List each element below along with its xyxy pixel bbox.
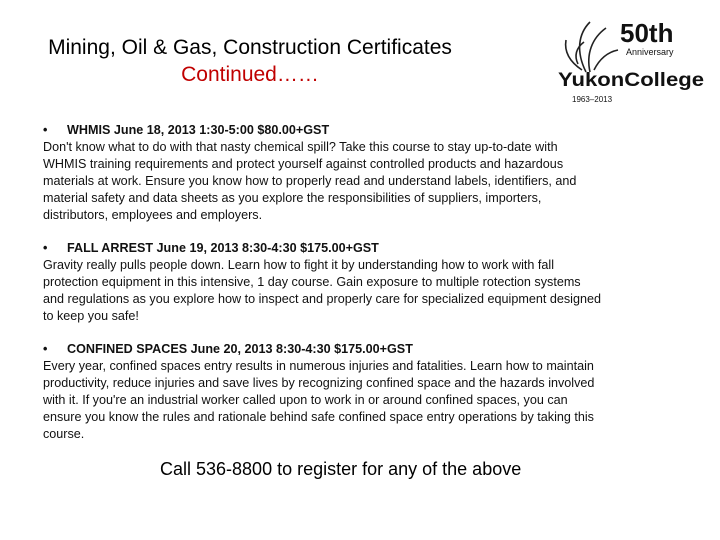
fireweed-icon xyxy=(566,22,618,72)
course-fall-arrest xyxy=(43,240,603,325)
yukon-college-logo xyxy=(556,12,706,108)
course-heading: FALL ARREST June 19, 2013 8:30-4:30 $175.00+GST xyxy=(67,241,379,255)
course-whmis xyxy=(43,122,603,224)
logo-name: YukonCollege xyxy=(558,69,705,91)
course-description: Gravity really pulls people down. Learn how to fight it by understanding how to work with fall protection equipment in this intensive, 1 day course. Gain exposure to multiple rotection systems and regulations as you explore how to inspect and properly care for specialized equipment designed to keep you safe! xyxy=(43,258,601,323)
logo-badge-sub: Anniversary xyxy=(626,47,674,57)
course-heading: WHMIS June 18, 2013 1:30-5:00 $80.00+GST xyxy=(67,123,330,137)
title-line-2: Continued…… xyxy=(181,63,319,86)
bullet: • xyxy=(43,241,48,255)
yukon-college-logo-graphic xyxy=(556,12,706,108)
bullet: • xyxy=(43,123,48,137)
logo-years: 1963–2013 xyxy=(572,95,613,104)
course-confined-spaces xyxy=(43,341,603,443)
course-description: Don't know what to do with that nasty chemical spill? Take this course to stay up-to-date with WHMIS training requirements and protect yourself against controlled products and hazardous materials at work. Ensure you know how to properly read and understand labels, identifiers, and material safety and data sheets as you explore the responsibilities of suppliers, importers, distributors, employees and employers. xyxy=(43,140,577,222)
title-line-1: Mining, Oil & Gas, Construction Certificates xyxy=(48,36,452,59)
register-call-to-action: Call 536-8800 to register for any of the above xyxy=(160,459,522,479)
logo-badge: 50th xyxy=(620,18,674,48)
course-heading: CONFINED SPACES June 20, 2013 8:30-4:30 $175.00+GST xyxy=(67,342,413,356)
course-description: Every year, confined spaces entry results in numerous injuries and fatalities. Learn how to maintain productivity, reduce injuries and save lives by recognizing confined space and the hazards involved with it. If you're an industrial worker called upon to work in or around confined spaces, you can ensure you know the rules and rationale behind safe confined space entry operations by taking this course. xyxy=(43,359,595,441)
bullet: • xyxy=(43,342,48,356)
page-title xyxy=(0,34,500,88)
